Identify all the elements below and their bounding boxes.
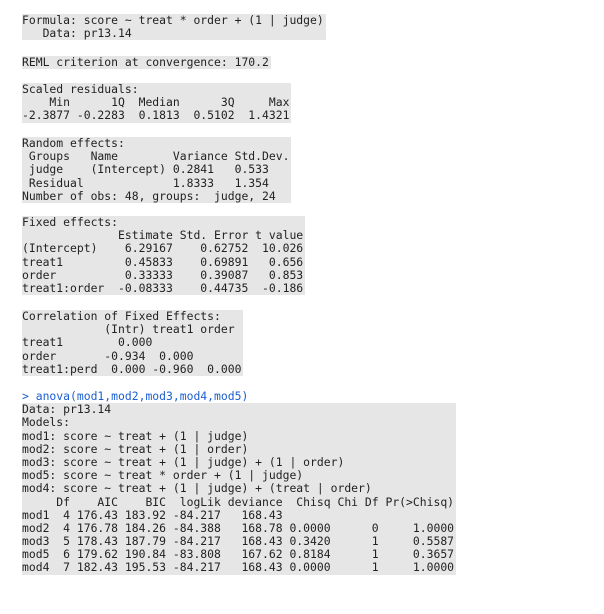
correlation-title: Correlation of Fixed Effects:	[22, 310, 243, 323]
residuals-values: -2.3877 -0.2283 0.1813 0.5102 1.4321	[22, 108, 290, 123]
data-line: Data: pr13.14	[22, 27, 326, 40]
reml-block	[22, 56, 271, 69]
random-effects-header: Groups Name Variance Std.Dev.	[22, 149, 290, 164]
anova-data-line: Data: pr13.14	[22, 403, 456, 416]
fixed-effects-title: Fixed effects:	[22, 216, 305, 229]
correlation-row-order: order -0.934 0.000	[22, 350, 243, 363]
anova-table-row-mod1: mod1 4 176.43 183.92 -84.217 168.43	[22, 509, 456, 522]
anova-model-mod4: mod4: score ~ treat + (1 | judge) + (treat | order)	[22, 482, 456, 495]
fixed-effects-block	[22, 216, 305, 295]
anova-table-header: Df AIC BIC logLik deviance Chisq Chi Df Pr(>Chisq)	[22, 494, 455, 509]
correlation-row-treat1: treat1 0.000	[22, 336, 243, 349]
anova-table-row-mod2: mod2 4 176.78 184.26 -84.388 168.78 0.0000 0 1.0000	[22, 520, 455, 535]
anova-command: > anova(mod1,mod2,mod3,mod4,mod5)	[22, 389, 249, 403]
random-effects-title: Random effects:	[22, 137, 291, 150]
anova-table-row-mod5: mod5 6 179.62 190.84 -83.808 167.62 0.8184 1 0.3657	[22, 547, 455, 562]
anova-table-row-mod3: mod3 5 178.43 187.79 -84.217 168.43 0.3420 1 0.5587	[22, 534, 455, 549]
correlation-header: (Intr) treat1 order	[22, 323, 243, 336]
anova-model-mod5: mod5: score ~ treat * order + (1 | judge)	[22, 469, 456, 482]
fixed-effects-row-treat1: treat1 0.45833 0.69891 0.656	[22, 254, 304, 269]
residuals-header: Min 1Q Median 3Q Max	[22, 95, 290, 110]
anova-model-mod2: mod2: score ~ treat + (1 | order)	[22, 443, 456, 456]
fixed-effects-header: Estimate Std. Error t value	[22, 228, 304, 243]
formula-block	[22, 14, 326, 40]
anova-table-row-mod4: mod4 7 182.43 195.53 -84.217 168.43 0.0000 1 1.0000	[22, 560, 455, 575]
correlation-block	[22, 310, 243, 376]
formula-line: Formula: score ~ treat * order + (1 | judge)	[22, 13, 324, 27]
anova-block	[22, 390, 456, 575]
random-effects-block	[22, 137, 291, 203]
random-effects-residual-row: Residual 1.8333 1.354	[22, 177, 291, 190]
anova-model-mod1: mod1: score ~ treat + (1 | judge)	[22, 430, 456, 443]
fixed-effects-row-order: order 0.33333 0.39087 0.853	[22, 267, 304, 282]
reml-line: REML criterion at convergence: 170.2	[22, 55, 269, 69]
random-effects-judge-row: judge (Intercept) 0.2841 0.533	[22, 163, 291, 176]
anova-model-mod3: mod3: score ~ treat + (1 | judge) + (1 | order)	[22, 456, 456, 469]
residuals-title: Scaled residuals:	[22, 83, 291, 96]
anova-models-title: Models:	[22, 416, 456, 429]
fixed-effects-row-treat1-order: treat1:order -0.08333 0.44735 -0.186	[22, 280, 304, 295]
correlation-row-treat1-order: treat1:perd 0.000 -0.960 0.000	[22, 361, 242, 376]
residuals-block	[22, 83, 291, 123]
fixed-effects-row-intercept: (Intercept) 6.29167 0.62752 10.026	[22, 241, 304, 256]
number-of-obs-line: Number of obs: 48, groups: judge, 24	[22, 190, 291, 203]
